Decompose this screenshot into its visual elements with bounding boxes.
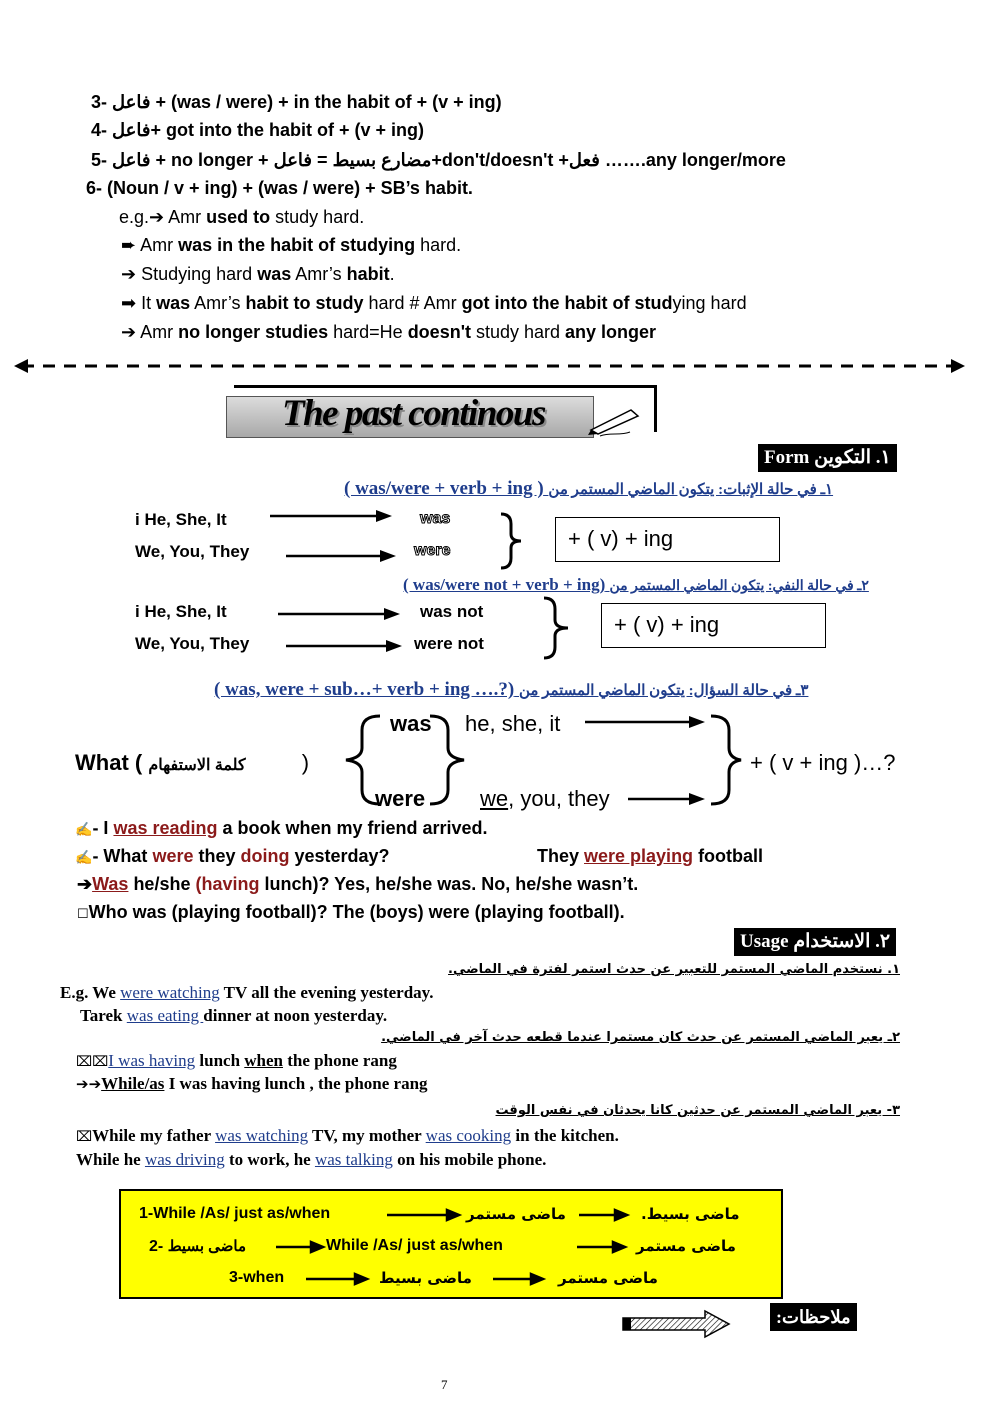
were-label: were [375, 786, 426, 811]
question-formula: + ( v + ing )…? [750, 750, 896, 775]
example-bold: habit to study [245, 293, 364, 313]
heading-en: ( was/were not + verb + ing) [403, 575, 606, 594]
subject-we: we [480, 786, 509, 811]
usage-highlight: were watching [120, 983, 220, 1002]
rule-ar: فاعل [112, 150, 151, 170]
qa-highlight: (having [195, 874, 260, 894]
usage-text: TV all the evening yesterday. [219, 983, 434, 1002]
example-3 [121, 264, 395, 285]
usage-heading: ٢ـ يعبر الماضي المستمر عن حدث كان مستمرا عندما قطعه حدث آخر في الماضي. [381, 1030, 900, 1045]
usage-text: to work, he [224, 1150, 315, 1169]
summary-arrows [121, 1191, 781, 1297]
arrow-icon: ➔ [121, 322, 137, 342]
summary-cell: While /As/ just as/when [326, 1237, 503, 1254]
qa-highlight: were playing [584, 846, 694, 866]
arrows [268, 506, 398, 566]
qa-text: lunch)? Yes, he/she was. No, he/she wasn’t. [259, 874, 639, 894]
question-heading [214, 679, 808, 701]
verb-label: were [414, 542, 451, 559]
subject-label: We, You, They [135, 542, 250, 561]
was-label: was [390, 711, 432, 736]
rule-4 [91, 120, 424, 141]
example-text: Studying hard [141, 264, 258, 284]
qa-text: a book when my friend arrived. [217, 818, 488, 838]
rule-text: + (was / were) + in the habit of + (v + ing) [155, 92, 502, 112]
summary-num: 2- [149, 1238, 164, 1255]
heading-ar: ٢ـ في حالة النفي: يتكون الماضي المستمر من [609, 579, 869, 594]
rule-ar: فاعل [112, 92, 151, 112]
example-bold: got into the habit of stud [461, 293, 673, 313]
usage-line [60, 983, 434, 1003]
usage-text: Tarek [80, 1006, 127, 1025]
qa-example [75, 846, 390, 867]
rule-text: + no longer + [155, 150, 269, 170]
page-title: The past continous [282, 393, 545, 434]
example-2 [121, 235, 461, 256]
usage-highlight: when [244, 1051, 284, 1070]
rule-text: …….any longer/more [604, 150, 786, 170]
usage-highlight: was watching [215, 1126, 309, 1145]
usage-text: on his mobile phone. [392, 1150, 547, 1169]
rule-ar: مضارع بسيط [332, 150, 432, 170]
summary-cell: 1-While /As/ just as/when [139, 1205, 331, 1222]
example-prefix: e.g. [119, 207, 150, 227]
example-bold: any longer [565, 322, 657, 342]
arrow-icon: ➨ [121, 235, 137, 255]
example-bold: used to [206, 207, 271, 227]
summary-ar: ماضى بسيط [167, 1238, 247, 1255]
example-text: It [141, 293, 157, 313]
checkbox-icon: ☐ [77, 906, 89, 921]
example-text: study hard [470, 322, 566, 342]
example-1 [119, 207, 364, 228]
qa-text: he/she [128, 874, 196, 894]
qa-text: - I [92, 818, 114, 838]
pen-icon: ✍ [75, 849, 93, 865]
rule-text: = [317, 150, 328, 170]
example-bold: no longer studies [178, 322, 329, 342]
example-text: Amr’s [190, 293, 246, 313]
verb-label: was not [420, 602, 484, 621]
summary-cell: ماضى بسيط [379, 1269, 472, 1287]
qa-example [77, 874, 638, 895]
rule-num: 6- [86, 178, 103, 198]
verb-label: was [420, 510, 451, 527]
summary-cell: ماضى مستمر [636, 1237, 736, 1255]
pen-icon [586, 402, 644, 438]
striped-arrow-icon [621, 1309, 733, 1339]
header-en: Usage [740, 931, 789, 952]
usage-line [76, 1126, 619, 1146]
formula-box [555, 517, 780, 562]
example-text: Amr [168, 207, 207, 227]
usage-text: E.g. We [60, 983, 121, 1002]
example-5 [121, 322, 656, 343]
header-en: Form [764, 447, 810, 468]
qa-text: football [693, 846, 764, 866]
example-text: hard # Amr [363, 293, 462, 313]
usage-text: While my father [92, 1126, 216, 1145]
rule-num: 4- [91, 120, 108, 140]
formula-box [601, 603, 826, 648]
cross-icon: ⌧⌧ [76, 1055, 109, 1070]
rule-text: (Noun / v + ing) + (was / were) + SB’s habit. [107, 178, 473, 198]
usage-line [76, 1074, 428, 1094]
what-close: ) [301, 750, 310, 775]
heading-ar: ١ـ في حالة الإثبات: يتكون الماضي المستمر من [548, 482, 834, 498]
rule-5 [91, 150, 786, 171]
qa-text: yesterday? [289, 846, 390, 866]
usage-text: While he [76, 1150, 145, 1169]
rule-ar: فاعل [273, 150, 313, 170]
usage-highlight: was driving [144, 1150, 225, 1169]
qa-example [77, 902, 625, 923]
summary-box [119, 1189, 783, 1299]
arrow-icon: ➔ [121, 264, 137, 284]
usage-text: the phone rang [283, 1051, 397, 1070]
example-text: hard. [415, 235, 462, 255]
was-subjects: he, she, it [465, 711, 561, 736]
what-ar: كلمة الاستفهام [148, 757, 246, 774]
usage-highlight: was cooking [425, 1126, 512, 1145]
usage-heading: ١. نستخدم الماضي المستمر للتعبير عن حدث استمر لفترة في الماضي. [448, 962, 900, 977]
arrow-icon: ➔ [77, 874, 93, 894]
example-text: . [389, 264, 395, 284]
brace [497, 512, 527, 570]
formula-text: + ( v) + ing [568, 526, 674, 551]
affirmative-heading [344, 478, 833, 500]
subject-label: i He, She, It [135, 510, 227, 529]
arrow-icon: ➔ [149, 207, 165, 227]
qa-text: Who was (playing football)? The (boys) were (playing football). [88, 902, 625, 922]
summary-cell: ماضى مستمر [466, 1205, 566, 1223]
usage-highlight: I was having [108, 1051, 196, 1070]
summary-cell: 3-when [229, 1269, 285, 1286]
verb-label: were not [414, 634, 484, 653]
arrow-icon: ➔➔ [76, 1077, 102, 1093]
page-number: 7 [441, 1377, 448, 1392]
rule-3 [91, 92, 502, 113]
example-text: ying hard [672, 293, 747, 313]
what-label: What ( [75, 750, 143, 775]
qa-highlight: was reading [113, 818, 218, 838]
subject-label: We, You, They [135, 634, 250, 653]
example-bold: habit [346, 264, 390, 284]
usage-heading: ٣- يعبر الماضي المستمر عن حدثين كانا يحدثان في نفس الوقت [495, 1103, 900, 1118]
summary-cell: ماضى مستمر [558, 1269, 658, 1287]
qa-highlight: doing [240, 846, 290, 866]
notes-label: ملاحظات: [770, 1303, 857, 1331]
rule-text: + got into the habit of + (v + ing) [150, 120, 424, 140]
usage-header [734, 928, 896, 956]
qa-highlight: Was [92, 874, 129, 894]
usage-line [76, 1051, 397, 1071]
qa-text: - What [92, 846, 153, 866]
usage-highlight: was talking [314, 1150, 393, 1169]
question-arrows [583, 712, 743, 808]
cross-icon: ⌧ [76, 1130, 93, 1145]
example-text: Amr [140, 235, 179, 255]
rule-6 [86, 178, 473, 199]
header-ar: ٢. الاستخدام [793, 931, 891, 952]
usage-text: I was having lunch , the phone rang [164, 1074, 428, 1093]
example-bold: was in the habit of studying [178, 235, 416, 255]
subject-sep: , [508, 786, 521, 811]
summary-cell: ماضى بسيط. [641, 1205, 740, 1223]
subject-label: i He, She, It [135, 602, 227, 621]
example-text: study hard. [270, 207, 365, 227]
question-what [75, 750, 309, 776]
usage-text: in the kitchen. [511, 1126, 619, 1145]
qa-text: They [537, 846, 585, 866]
rule-text: +don't/doesn't + [431, 150, 569, 170]
usage-text: TV, my mother [308, 1126, 426, 1145]
arrows [268, 606, 408, 656]
usage-highlight: While/as [101, 1074, 165, 1093]
subject-rest: you, they [520, 786, 610, 811]
arrow-icon: ➡ [121, 293, 137, 313]
rule-num: 3- [91, 92, 108, 112]
brace [540, 596, 574, 660]
example-bold: doesn't [407, 322, 471, 342]
usage-text: lunch [195, 1051, 245, 1070]
heading-en: ( was/were + verb + ing ) [344, 478, 544, 499]
form-header [758, 444, 897, 472]
formula-text: + ( v) + ing [614, 612, 720, 637]
example-text: hard=He [328, 322, 408, 342]
example-text: Amr’s [291, 264, 347, 284]
section-divider [12, 356, 967, 376]
heading-ar: ٣ـ في حالة السؤال: يتكون الماضي المستمر من [518, 683, 809, 699]
usage-highlight: was eating [126, 1006, 204, 1025]
negative-heading [403, 575, 869, 595]
usage-line [80, 1006, 387, 1026]
qa-highlight: were [152, 846, 194, 866]
heading-en: ( was, were + sub…+ verb + ing ….?) [214, 679, 515, 700]
example-bold: was [156, 293, 191, 313]
usage-text: dinner at noon yesterday. [203, 1006, 388, 1025]
pen-icon: ✍ [75, 821, 93, 837]
header-ar: ١. التكوين [814, 447, 891, 468]
rule-num: 5- [91, 150, 108, 170]
qa-text: they [193, 846, 241, 866]
qa-example [75, 818, 488, 839]
rule-ar: فعل [568, 150, 600, 170]
example-4 [121, 293, 747, 314]
usage-line [76, 1150, 546, 1170]
example-text: Amr [140, 322, 179, 342]
qa-answer [537, 846, 763, 867]
example-bold: was [257, 264, 292, 284]
rule-ar: فاعل [112, 120, 151, 140]
